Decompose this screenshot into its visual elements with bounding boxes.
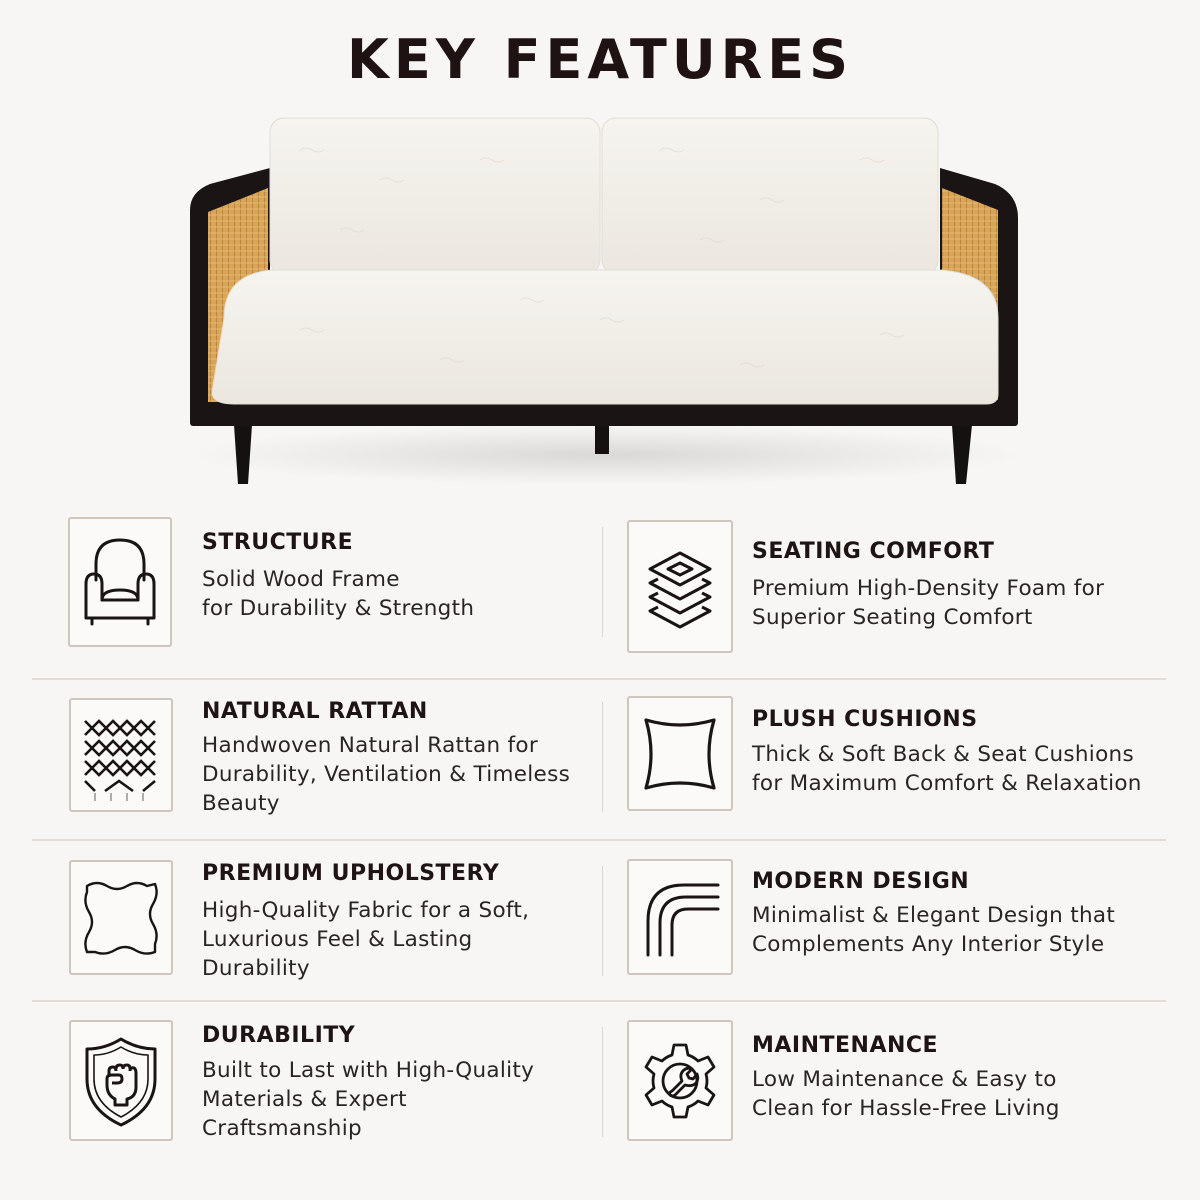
description-line: Solid Wood Frame <box>202 567 400 592</box>
feature-title-plush-cushions: PLUSH CUSHIONS <box>752 707 978 732</box>
feature-description-maintenance <box>752 1065 1060 1123</box>
layers-icon <box>640 537 720 637</box>
row-divider <box>32 839 1166 841</box>
description-line: Materials & Expert <box>202 1087 407 1112</box>
armchair-icon <box>80 532 160 632</box>
page-title: KEY FEATURES <box>346 28 854 91</box>
shield-fist-icon <box>81 1033 161 1129</box>
sofa-image <box>180 110 1030 500</box>
feature-icon-box <box>627 859 733 975</box>
gear-wrench-icon <box>638 1039 722 1123</box>
column-divider <box>602 1027 603 1137</box>
description-line: for Durability & Strength <box>202 596 475 621</box>
feature-icon-box <box>627 520 733 653</box>
feature-title-modern-design: MODERN DESIGN <box>752 869 970 894</box>
feature-icon-box <box>68 517 172 647</box>
feature-title-natural-rattan: NATURAL RATTAN <box>202 699 428 724</box>
curved-lines-icon <box>638 875 722 959</box>
description-line: Clean for Hassle-Free Living <box>752 1096 1060 1121</box>
row-divider <box>32 678 1166 680</box>
column-divider <box>602 866 603 976</box>
description-line: High-Quality Fabric for a Soft, <box>202 898 530 923</box>
description-line: Premium High-Density Foam for <box>752 576 1105 601</box>
description-line: Low Maintenance & Easy to <box>752 1067 1057 1092</box>
description-line: Beauty <box>202 791 280 816</box>
description-line: Luxurious Feel & Lasting <box>202 927 473 952</box>
rattan-weave-icon <box>81 707 161 803</box>
feature-icon-box <box>627 696 733 811</box>
feature-description-modern-design <box>752 901 1115 959</box>
feature-icon-box <box>69 698 173 812</box>
feature-description-natural-rattan <box>202 731 570 818</box>
column-divider <box>602 527 603 637</box>
pillow-icon <box>638 712 722 796</box>
column-divider <box>602 702 603 812</box>
feature-description-seating-comfort <box>752 574 1104 632</box>
description-line: for Maximum Comfort & Relaxation <box>752 771 1142 796</box>
description-line: Durability <box>202 956 310 981</box>
description-line: Craftsmanship <box>202 1116 362 1141</box>
feature-icon-box <box>627 1020 733 1141</box>
description-line: Superior Seating Comfort <box>752 605 1033 630</box>
description-line: Thick & Soft Back & Seat Cushions <box>752 742 1134 767</box>
feature-icon-box <box>69 1020 173 1141</box>
description-line: Handwoven Natural Rattan for <box>202 733 539 758</box>
description-line: Complements Any Interior Style <box>752 932 1105 957</box>
row-divider <box>32 1000 1166 1002</box>
feature-description-plush-cushions <box>752 740 1142 798</box>
description-line: Minimalist & Elegant Design that <box>752 903 1116 928</box>
feature-description-structure <box>202 565 474 623</box>
feature-description-durability <box>202 1056 534 1143</box>
fabric-swatch-icon <box>79 876 163 960</box>
feature-title-maintenance: MAINTENANCE <box>752 1033 939 1058</box>
feature-title-premium-upholstery: PREMIUM UPHOLSTERY <box>202 861 500 886</box>
feature-title-durability: DURABILITY <box>202 1023 356 1048</box>
feature-title-structure: STRUCTURE <box>202 530 354 555</box>
feature-title-seating-comfort: SEATING COMFORT <box>752 539 995 564</box>
description-line: Durability, Ventilation & Timeless <box>202 762 571 787</box>
feature-description-premium-upholstery <box>202 896 529 983</box>
description-line: Built to Last with High-Quality <box>202 1058 535 1083</box>
feature-icon-box <box>69 860 173 975</box>
